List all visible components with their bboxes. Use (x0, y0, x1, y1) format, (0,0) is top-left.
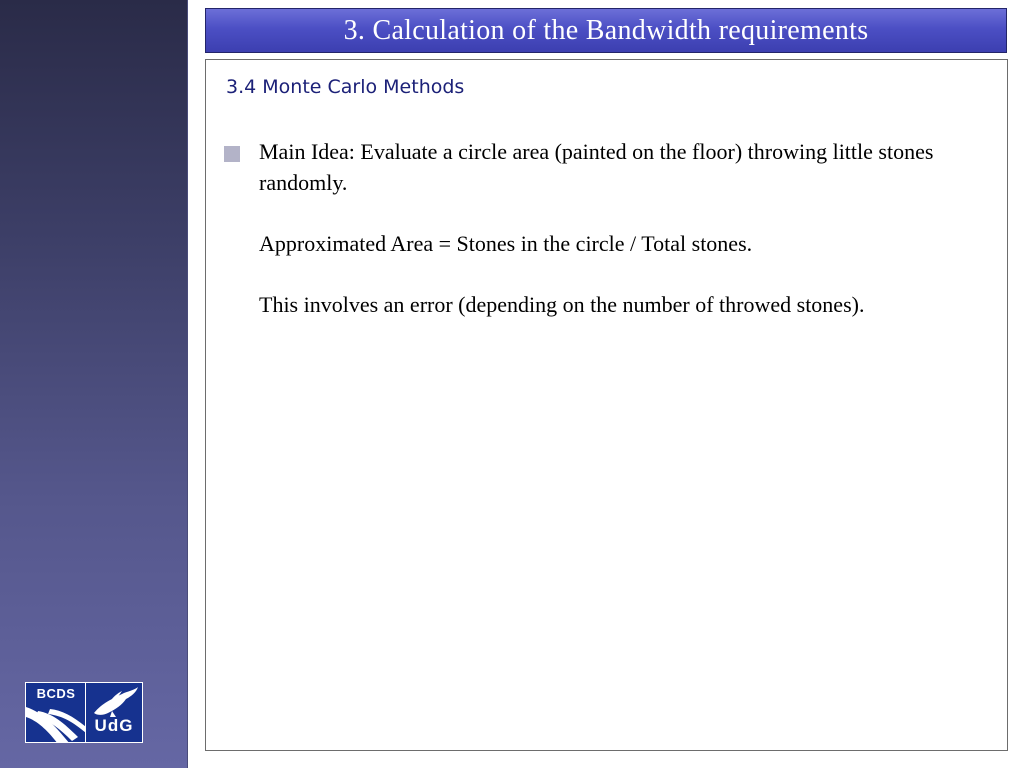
sidebar-panel (0, 0, 188, 768)
bullet-paragraph-approximated-area: Approximated Area = Stones in the circle / Total stones. (259, 231, 753, 256)
bullet-item (259, 136, 999, 320)
bcds-swoosh-icon (26, 683, 86, 742)
bullet-paragraph-error-note: This involves an error (depending on the number of throwed stones). (259, 292, 865, 317)
udg-logo (86, 683, 142, 742)
slide-title: 3. Calculation of the Bandwidth requirements (343, 14, 869, 46)
bullet-square-icon (224, 146, 240, 162)
section-heading: 3.4 Monte Carlo Methods (226, 76, 465, 98)
bullet-paragraph-main-idea: Main Idea: Evaluate a circle area (painted on the floor) throwing little stones randomly. (259, 139, 934, 195)
slide-title-bar (205, 8, 1007, 53)
institution-logo (25, 682, 143, 743)
bcds-logo (26, 683, 86, 742)
udg-logo-text: UdG (94, 716, 134, 735)
bcds-logo-text: BCDS (36, 686, 76, 701)
slide-content-area (205, 59, 1008, 751)
